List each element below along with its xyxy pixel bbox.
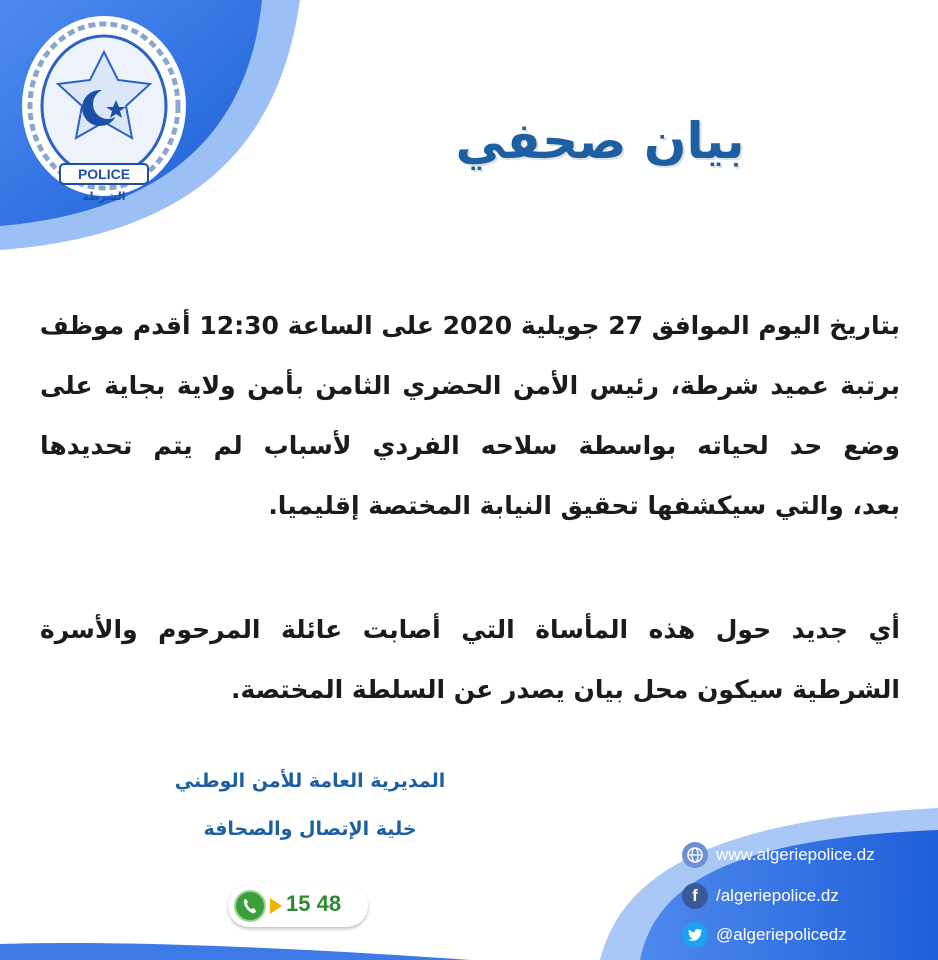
signature-directorate: المديرية العامة للأمن الوطني xyxy=(174,770,446,792)
facebook-icon: f xyxy=(682,883,708,909)
paragraph-line: برتبة عميد شرطة، رئيس الأمن الحضري الثامن بأمن ولاية بجاية على xyxy=(40,371,900,400)
paragraph-line: الشرطية سيكون محل بيان يصدر عن السلطة المختصة. xyxy=(230,675,900,704)
social-twitter[interactable] xyxy=(682,922,847,948)
badge-arabic-text: الشرطة xyxy=(82,190,126,203)
facebook-link[interactable]: /algeriepolice.dz xyxy=(716,886,839,905)
badge-text: POLICE xyxy=(77,166,131,182)
page-title: بيان صحفي xyxy=(455,112,745,170)
hotline-badge xyxy=(228,885,368,927)
bottom-left-arc xyxy=(0,943,470,960)
statement-paragraph-1 xyxy=(40,296,900,536)
globe-icon xyxy=(682,842,708,868)
website-link[interactable]: www.algeriepolice.dz xyxy=(716,845,875,864)
social-website[interactable] xyxy=(682,842,875,868)
signature-press-cell: خلية الإتصال والصحافة xyxy=(203,818,417,840)
phone-icon xyxy=(234,890,266,922)
arrow-icon xyxy=(270,898,282,914)
police-badge-logo xyxy=(18,14,190,210)
twitter-link[interactable]: @algeriepolicedz xyxy=(716,925,847,944)
paragraph-line: أي جديد حول هذه المأساة التي أصابت عائلة المرحوم والأسرة xyxy=(40,615,900,644)
hotline-number: 15 48 xyxy=(286,891,342,916)
paragraph-line: بتاريخ اليوم الموافق 27 جويلية 2020 على الساعة 12:30 أقدم موظف xyxy=(39,311,900,340)
paragraph-line: بعد، والتي سيكشفها تحقيق النيابة المختصة إقليميا. xyxy=(268,491,900,520)
twitter-icon xyxy=(682,922,708,948)
statement-paragraph-2 xyxy=(40,600,900,720)
badge-emblem-icon xyxy=(18,14,190,210)
paragraph-line: وضع حد لحياته بواسطة سلاحه الفردي لأسباب لم يتم تحديدها xyxy=(40,431,900,460)
social-facebook[interactable] xyxy=(682,883,839,909)
